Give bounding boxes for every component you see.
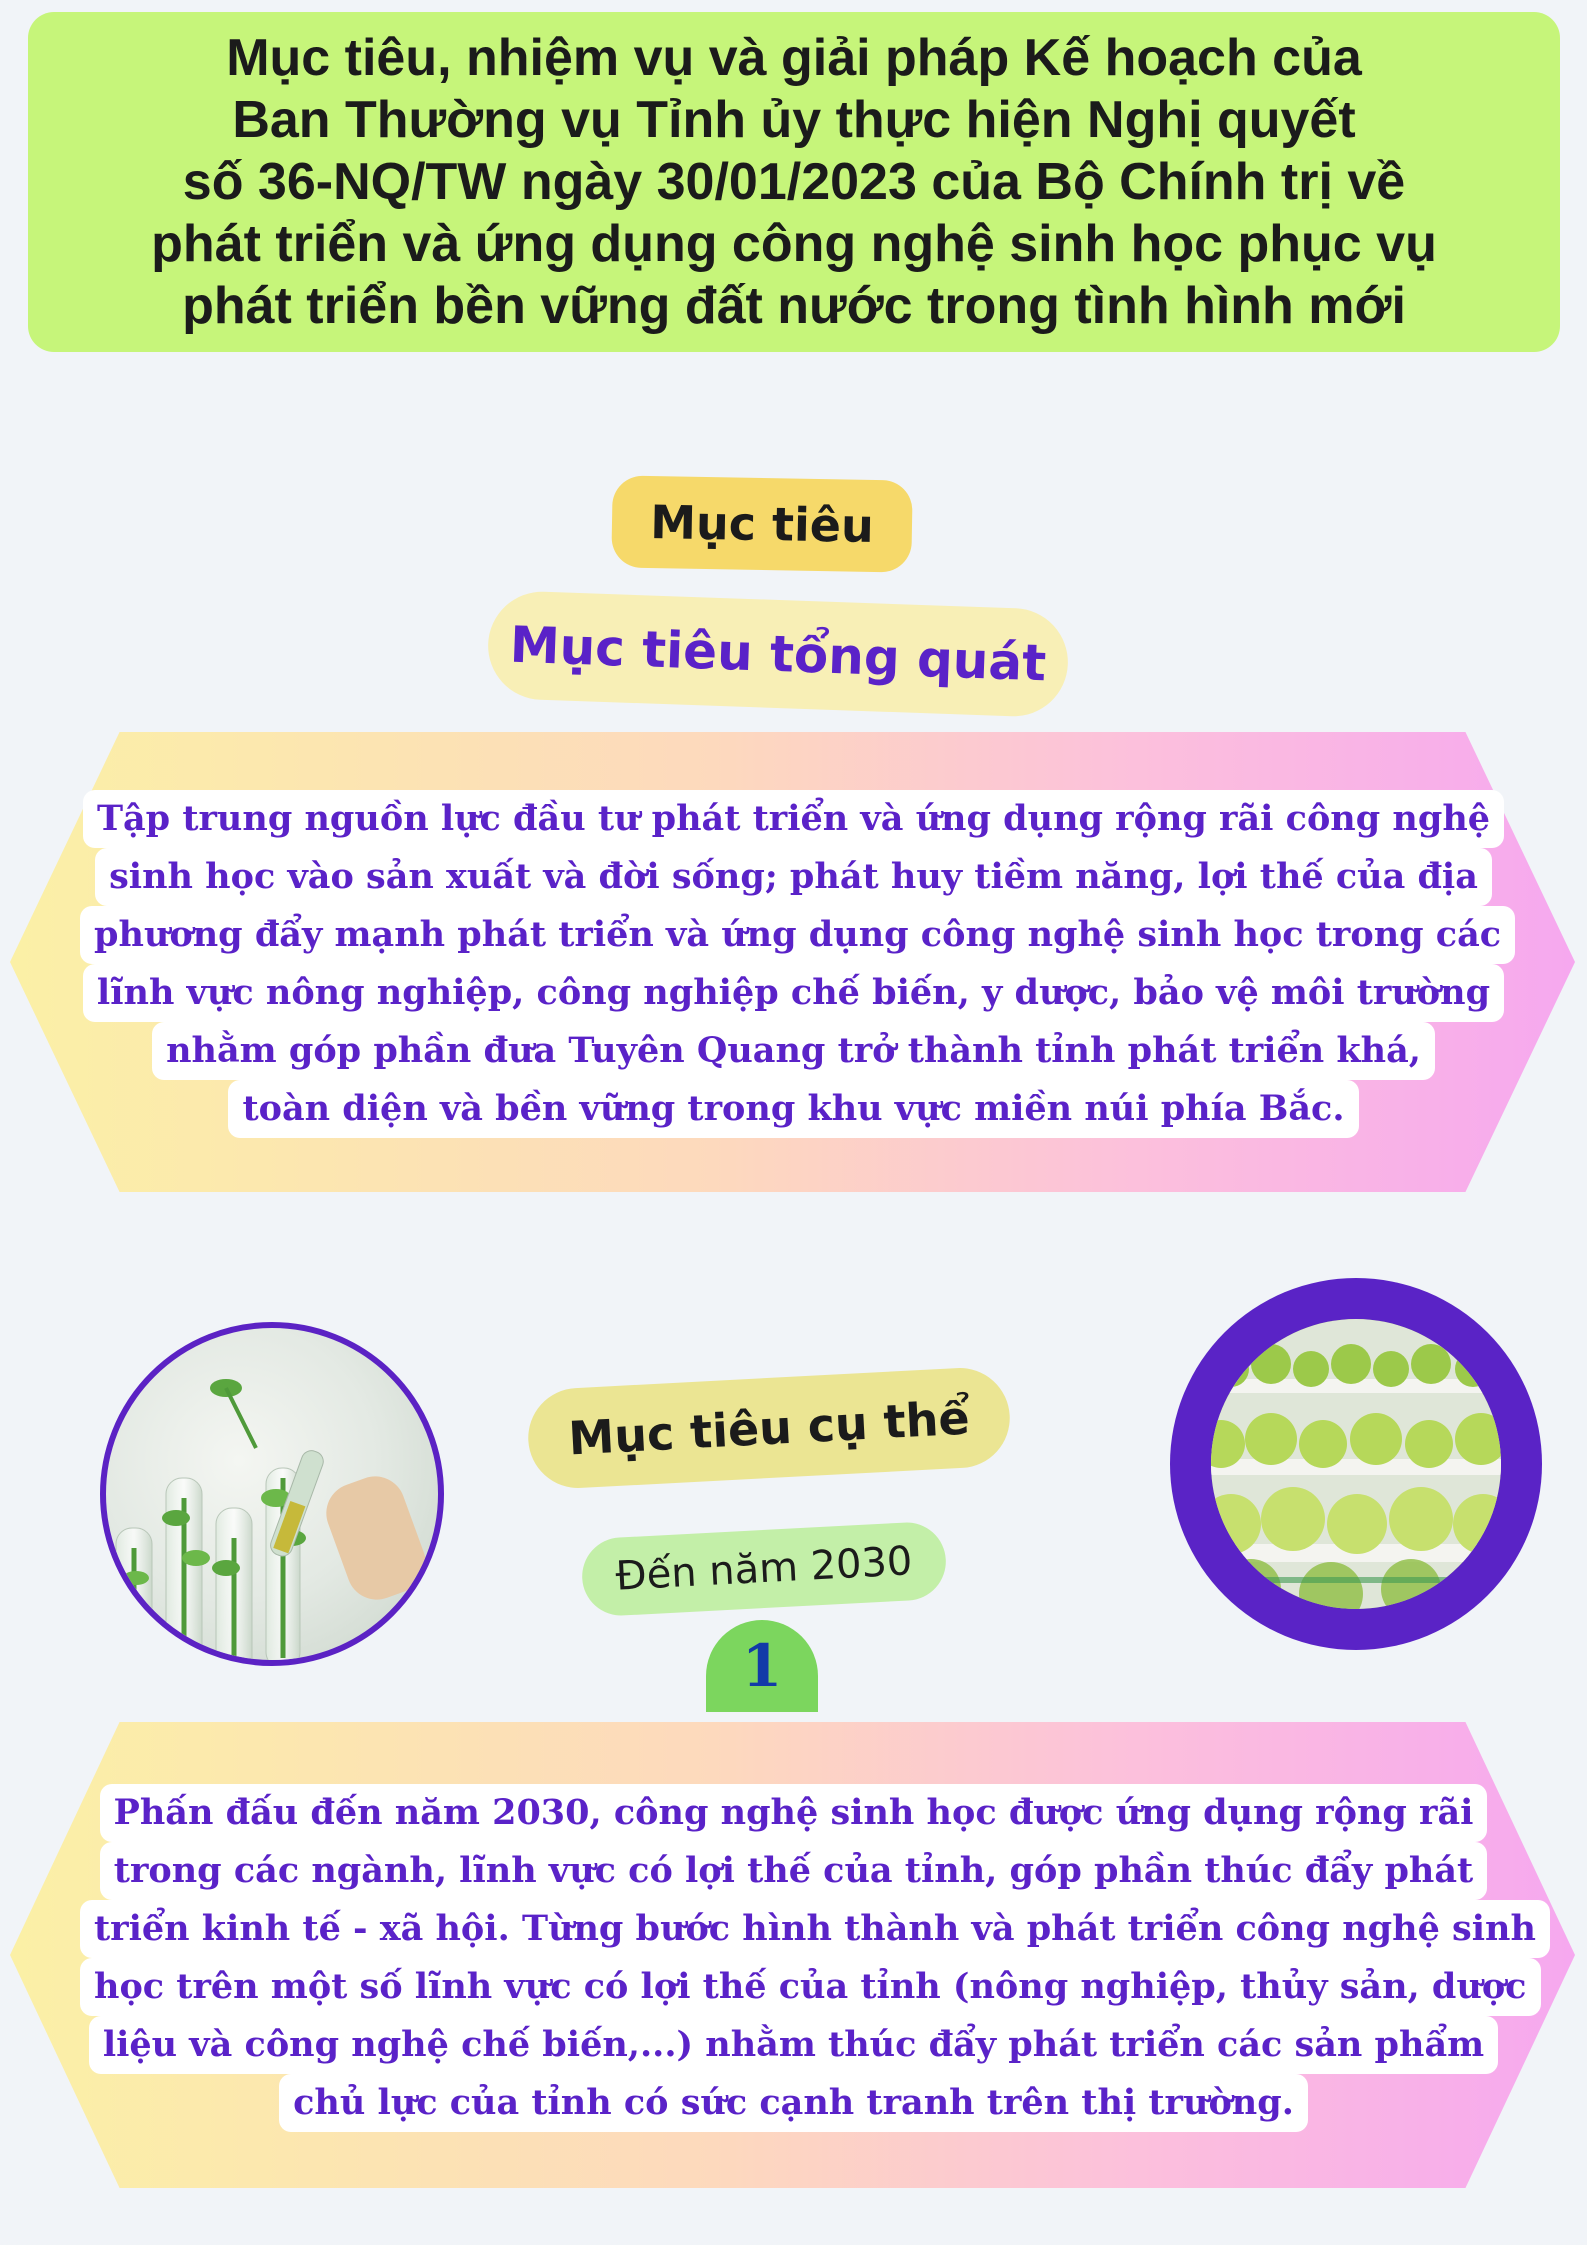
hydroponic-image [1170,1278,1542,1650]
text-line: Tập trung nguồn lực đầu tư phát triển và ứng dụng rộng rãi công nghệ [83,790,1504,848]
specific-goal-text [80,1784,1536,2132]
goal-number-badge: 1 [706,1620,818,1712]
text-line: trong các ngành, lĩnh vực có lợi thế của tỉnh, góp phần thúc đẩy phát [100,1842,1487,1900]
title-line: Ban Thường vụ Tỉnh ủy thực hiện Nghị quyết [232,91,1356,149]
hydroponic-photo [1211,1319,1501,1609]
text-line: lĩnh vực nông nghiệp, công nghiệp chế biến, y dược, bảo vệ môi trường [83,964,1504,1022]
title-line: Mục tiêu, nhiệm vụ và giải pháp Kế hoạch của [226,29,1362,87]
specific-goal-heading: Mục tiêu cụ thể [526,1365,1013,1490]
general-goal-heading: Mục tiêu tổng quát [486,590,1069,718]
text-line: nhằm góp phần đưa Tuyên Quang trở thành tỉnh phát triển khá, [152,1022,1435,1080]
text-line: học trên một số lĩnh vực có lợi thế của tỉnh (nông nghiệp, thủy sản, dược [80,1958,1541,2016]
general-goal-text [80,790,1507,1138]
text-line: Phấn đấu đến năm 2030, công nghệ sinh học được ứng dụng rộng rãi [100,1784,1488,1842]
text-line: toàn diện và bền vững trong khu vực miền núi phía Bắc. [228,1080,1358,1138]
muc-tieu-label: Mục tiêu [611,475,913,572]
lettuce-illustration [1211,1319,1501,1609]
text-line: triển kinh tế - xã hội. Từng bước hình thành và phát triển công nghệ sinh [80,1900,1550,1958]
text-line: chủ lực của tỉnh có sức cạnh tranh trên thị trường. [279,2074,1308,2132]
text-line: sinh học vào sản xuất và đời sống; phát huy tiềm năng, lợi thế của địa [95,848,1492,906]
title-line: phát triển và ứng dụng công nghệ sinh học phục vụ [151,215,1437,273]
text-line: liệu và công nghệ chế biến,...) nhằm thúc đẩy phát triển các sản phẩm [89,2016,1498,2074]
title-banner [28,12,1560,352]
year-label: Đến năm 2030 [580,1521,948,1618]
lab-plants-illustration [106,1328,438,1660]
lab-plants-image [100,1322,444,1666]
title-line: số 36-NQ/TW ngày 30/01/2023 của Bộ Chính trị về [182,153,1406,211]
text-line: phương đẩy mạnh phát triển và ứng dụng công nghệ sinh học trong các [80,906,1515,964]
title-line: phát triển bền vững đất nước trong tình hình mới [182,277,1406,335]
